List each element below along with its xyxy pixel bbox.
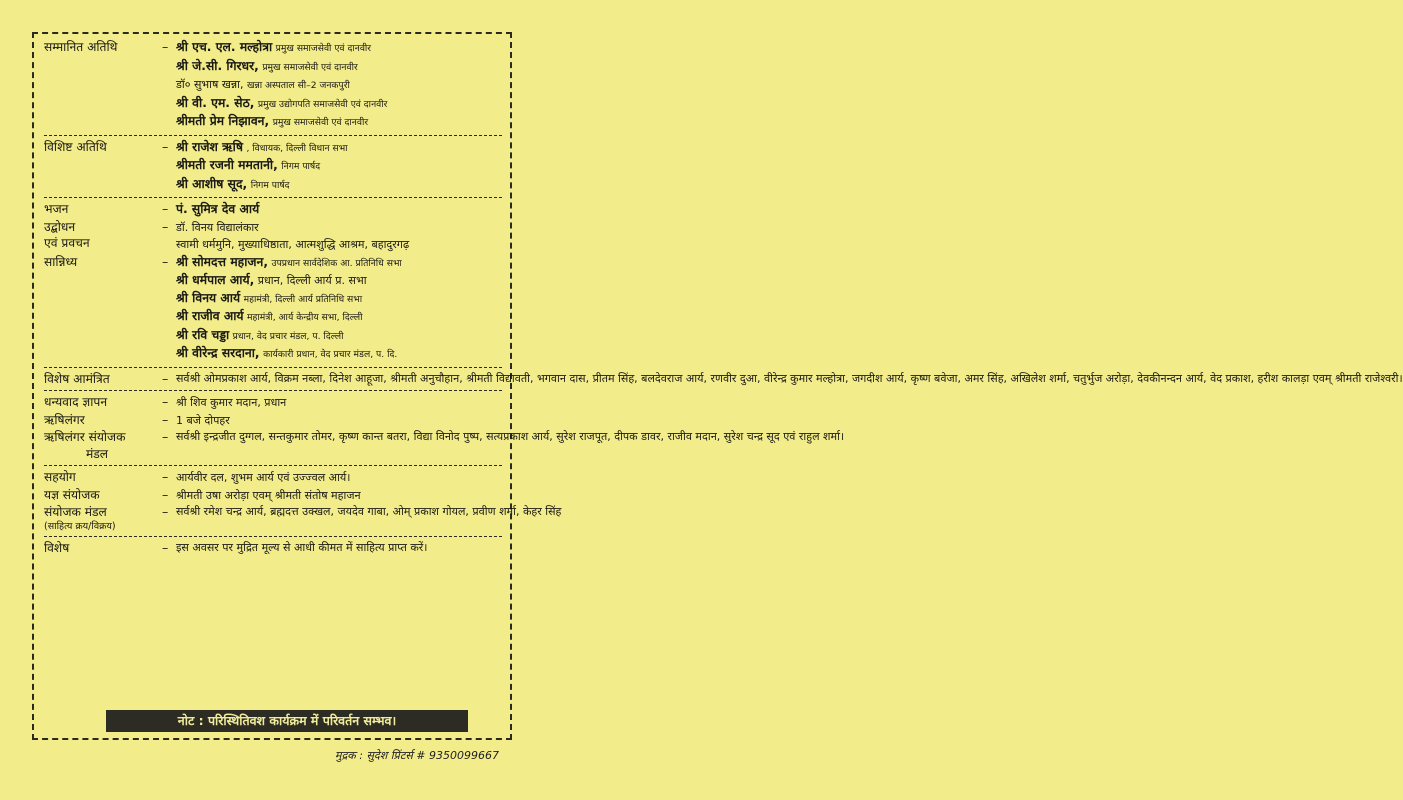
langar-committee-label-2: मंडल: [86, 446, 109, 461]
dash: –: [162, 39, 169, 54]
pravachan-label: एवं प्रवचन: [44, 236, 90, 250]
langar-committee-text: सर्वश्री इन्द्रजीत दुग्गल, सन्तकुमार तोमर, कृष्ण कान्त बतरा, विद्या विनोद पुष्प, सत्यप्रकाश आर्य, सुरेश राजपूत, दीपक डावर, राजीव मदान, सुरेश चन्द्र सूद एवं राहुल शर्मा।: [176, 430, 845, 443]
divider: [44, 367, 502, 368]
list-item: श्री वी. एम. सेठ, प्रमुख उद्योगपति समाजसेवी एवं दानवीर: [176, 95, 388, 110]
section-yagya: [44, 487, 502, 505]
dash: –: [162, 504, 169, 519]
list-item: श्री जे.सी. गिरधर, प्रमुख समाजसेवी एवं दानवीर: [176, 58, 358, 73]
dash: –: [162, 201, 169, 216]
section-special-guests: [44, 139, 502, 195]
section-label: भजन: [44, 202, 69, 216]
section-label: [44, 219, 162, 252]
dash: –: [162, 486, 169, 502]
divider: [44, 465, 502, 466]
section-sannidhya: [44, 254, 502, 364]
dash: –: [162, 394, 169, 409]
list-item: श्री रवि चड्डा प्रधान, वेद प्रचार मंडल, प. दिल्ली: [176, 327, 344, 342]
special-guests-list: [176, 139, 502, 195]
printer-credit: मुद्रक : सुदेश प्रिंटर्स # 9350099667: [334, 749, 499, 762]
section-special-invitees: [44, 370, 1403, 388]
section-udbodhan: [44, 219, 502, 254]
sannidhya-list: [176, 254, 502, 364]
section-label: विशेष आमंत्रित: [44, 371, 110, 386]
yagya-value: श्रीमती उषा अरोड़ा एवम् श्रीमती संतोष महाजन: [176, 488, 361, 502]
list-item: श्री वीरेन्द्र सरदाना, कार्यकारी प्रधान, वेद प्रचार मंडल, प. दि.: [176, 346, 398, 360]
list-item: डॉ० सुभाष खन्ना, खन्ना अस्पताल सी–2 जनकपुरी: [176, 78, 350, 91]
program-frame: [32, 32, 1403, 740]
list-item: श्रीमती प्रेम निझावन, प्रमुख समाजसेवी एवं दानवीर: [176, 114, 369, 128]
section-label: यज्ञ संयोजक: [44, 487, 100, 502]
section-label: [44, 504, 162, 533]
special-invitees-text: सर्वश्री ओमप्रकाश आर्य, विक्रम नब्ला, दिनेश आहूजा, श्रीमती अनुचौहान, श्रीमती विद्यावती, भगवान दास, प्रीतम सिंह, बलदेवराज आर्य, रणवीर दुआ, वीरेन्द्र कुमार मल्होत्रा, जगदीश आर्य, कृष्ण बवेजा, अमर सिंह, अखिलेश शर्मा, चतुर्भुज अरोड़ा, देवकीनन्दन आर्य, वेद प्रकाश, हरीश कालड़ा एवम् श्रीमती राजेश्वरी।: [176, 371, 1403, 385]
list-item: श्री धर्मपाल आर्य, प्रधान, दिल्ली आर्य प्र. सभा: [176, 273, 367, 287]
section-rishilangar: [44, 412, 502, 430]
vote-of-thanks-value: श्री शिव कुमार मदान, प्रधान: [176, 396, 287, 409]
section-sahyog: [44, 469, 502, 487]
dash: –: [162, 469, 169, 484]
langar-committee-label: ऋषिलंगर संयोजक: [44, 430, 126, 444]
sanyojak-text: सर्वश्री रमेश चन्द्र आर्य, ब्रह्मदत्त उक्खल, जयदेव गाबा, ओम् प्रकाश गोयल, प्रवीण शर्मा, केहर सिंह: [176, 505, 562, 518]
honored-guests-list: [176, 39, 502, 132]
bhajan-value: पं. सुमित्र देव आर्य: [176, 202, 260, 216]
sahyog-value: आर्यवीर दल, शुभम आर्य एवं उज्ज्वल आर्य।: [176, 471, 351, 484]
dash: –: [162, 539, 169, 555]
vishesh-text: इस अवसर पर मुद्रित मूल्य से आधी कीमत में साहित्य प्राप्त करें।: [176, 540, 428, 554]
list-item: श्री विनय आर्य महामंत्री, दिल्ली आर्य प्रतिनिधि सभा: [176, 290, 363, 305]
section-label: विशेष: [44, 540, 70, 555]
section-label: विशिष्ट अतिथि: [44, 139, 107, 154]
list-item: श्री सोमदत्त महाजन, उपप्रधान सार्वदेशिक आ. प्रतिनिधि सभा: [176, 254, 402, 269]
list-item: श्रीमती रजनी ममतानी, निगम पार्षद: [176, 158, 321, 172]
note-banner: नोट : परिस्थितिवश कार्यक्रम में परिवर्तन सम्भव।: [106, 710, 468, 732]
dash: –: [162, 138, 169, 154]
divider: [44, 197, 502, 198]
section-label: सम्मानित अतिथि: [44, 40, 118, 54]
divider: [44, 390, 502, 391]
list-item: श्री एच. एल. मल्होत्रा प्रमुख समाजसेवी एवं दानवीर: [176, 40, 372, 54]
sanyojak-label: संयोजक मंडल: [44, 505, 107, 519]
section-bhajan: [44, 201, 502, 219]
section-label: सान्निध्य: [44, 254, 78, 269]
section-sanyojak: [44, 504, 562, 533]
pravachan-value: स्वामी धर्ममुनि, मुख्याधिष्ठाता, आत्मशुद्धि आश्रम, बहादुरगढ़: [176, 238, 410, 251]
section-label: ऋषिलंगर: [44, 412, 85, 427]
dash: –: [162, 429, 169, 444]
list-item: श्री आशीष सूद, निगम पार्षद: [176, 176, 290, 191]
list-item: श्री राजेश ऋषि , विधायक, दिल्ली विधान सभा: [176, 139, 348, 154]
divider: [44, 135, 502, 136]
udbodhan-value: डॉ. विनय विद्यालंकार: [176, 220, 259, 234]
udbodhan-label: उद्बोधन: [44, 219, 76, 234]
section-label: सहयोग: [44, 470, 76, 484]
dash: –: [162, 218, 169, 234]
section-langar-committee: [44, 429, 845, 462]
section-vishesh: [44, 540, 502, 557]
rishilangar-time: 1 बजे दोपहर: [176, 413, 230, 427]
dash: –: [162, 411, 169, 427]
sanyojak-sublabel: (साहित्य क्रय/विक्रय): [44, 520, 116, 532]
section-label: धन्यवाद ज्ञापन: [44, 395, 108, 409]
section-label: [44, 429, 162, 462]
section-honored-guests: [44, 39, 502, 132]
list-item: श्री राजीव आर्य महामंत्री, आर्य केन्द्रीय सभा, दिल्ली: [176, 309, 363, 323]
dash: –: [162, 253, 169, 269]
section-vote-of-thanks: [44, 394, 502, 412]
divider: [44, 536, 502, 537]
dash: –: [162, 370, 169, 386]
